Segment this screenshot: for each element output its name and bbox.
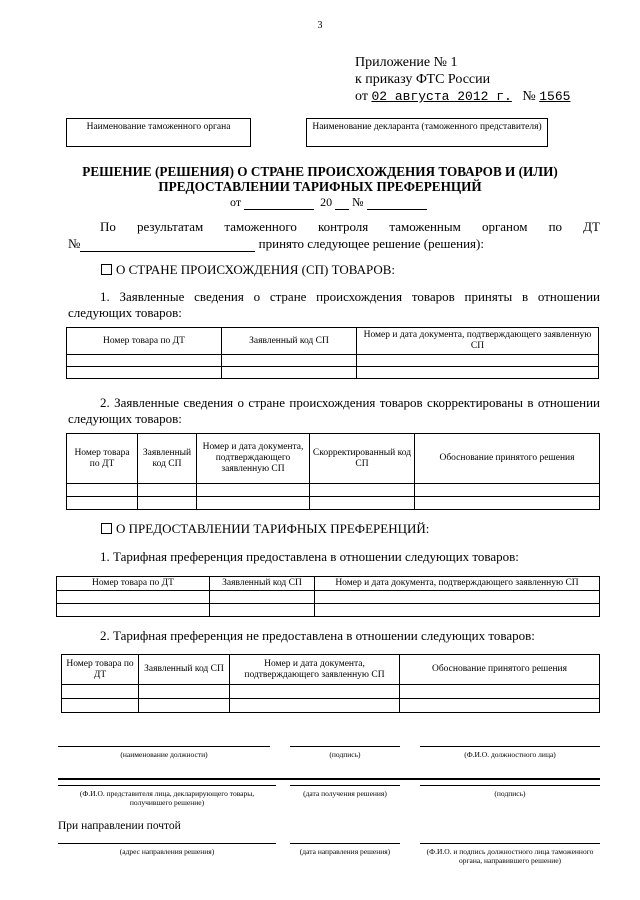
appendix-date: 02 августа 2012 г. (371, 89, 512, 104)
intro-line1: По результатам таможенного контроля таможенным органом по ДТ (100, 219, 600, 234)
table-header: Номер товара по ДТ (57, 577, 210, 591)
page-number: 3 (317, 20, 323, 31)
table-row (67, 484, 600, 497)
date-from-label: от (230, 195, 242, 209)
representative-field[interactable]: (Ф.И.О. представителя лица, декларирующего товары, получившего решение) (58, 785, 276, 807)
mail-address-field[interactable]: (адрес направления решения) (58, 843, 276, 856)
customs-authority-box: Наименование таможенного органа (66, 118, 251, 147)
mail-note: При направлении почтой (58, 820, 181, 832)
decision-date-line (230, 195, 427, 210)
pref-section-heading (101, 521, 429, 537)
table-row (67, 497, 600, 510)
origin-item1: 1. Заявленные сведения о стране происхождения товаров приняты в отношении следующих товаров: (68, 289, 600, 320)
appendix-block (355, 54, 570, 105)
table-header: Номер и дата документа, подтверждающего заявленную СП (197, 434, 310, 484)
dt-number-prefix: № (68, 236, 81, 251)
origin-checkbox[interactable] (101, 264, 112, 275)
table-header: Номер и дата документа, подтверждающего заявленную СП (357, 328, 599, 355)
table-header: Заявленный код СП (222, 328, 357, 355)
receipt-date-field[interactable]: (дата получения решения) (290, 785, 400, 798)
table-header: Номер товара по ДТ (67, 434, 138, 484)
title-line2: ПРЕДОСТАВЛЕНИИ ТАРИФНЫХ ПРЕФЕРЕНЦИЙ (158, 179, 482, 194)
table-header: Заявленный код СП (138, 434, 197, 484)
table-row (62, 699, 600, 713)
position-signature-field[interactable]: (наименование должности) (58, 746, 270, 759)
appendix-number-prefix: № (522, 89, 536, 104)
table-header: Обоснование принятого решения (400, 655, 600, 685)
table-header: Номер и дата документа, подтверждающего заявленную СП (230, 655, 400, 685)
document-title (0, 164, 640, 194)
pref-granted-table (56, 576, 600, 617)
dt-number-field[interactable] (80, 251, 255, 252)
official-name-field[interactable]: (Ф.И.О. должностного лица) (420, 746, 600, 759)
origin-section-heading (101, 262, 395, 278)
date-field[interactable] (244, 209, 314, 210)
origin-corrected-table (66, 433, 600, 510)
declarant-box: Наименование декларанта (таможенного представителя) (306, 118, 548, 147)
appendix-date-line (355, 88, 570, 105)
signature-field-1[interactable]: (подпись) (290, 746, 400, 759)
mail-date-field[interactable]: (дата направления решения) (290, 843, 400, 856)
year-field[interactable] (335, 209, 349, 210)
appendix-number: 1565 (539, 89, 571, 104)
table-row (62, 685, 600, 699)
pref-checkbox[interactable] (101, 523, 112, 534)
origin-item2: 2. Заявленные сведения о стране происхождения товаров скорректированы в отношении следующих товаров: (68, 395, 600, 426)
year-label: 20 (320, 195, 333, 209)
intro-line2-text: принято следующее решение (решения): (258, 236, 484, 251)
signature-field-2[interactable]: (подпись) (420, 785, 600, 798)
appendix-date-prefix: от (355, 89, 368, 104)
table-header: Заявленный код СП (139, 655, 230, 685)
table-header: Номер товара по ДТ (62, 655, 139, 685)
origin-heading-text: О СТРАНЕ ПРОИСХОЖДЕНИЯ (СП) ТОВАРОВ: (116, 262, 396, 277)
pref-item2: 2. Тарифная преференция не предоставлена в отношении следующих товаров: (100, 628, 535, 643)
title-line1: РЕШЕНИЕ (РЕШЕНИЯ) О СТРАНЕ ПРОИСХОЖДЕНИЯ ТОВАРОВ И (ИЛИ) (82, 164, 558, 179)
appendix-line1: Приложение № 1 (355, 55, 458, 70)
table-row (67, 367, 599, 379)
table-row (57, 591, 600, 604)
number-field[interactable] (367, 209, 427, 210)
separator-line (58, 778, 600, 780)
table-row (67, 355, 599, 367)
mail-official-field[interactable]: (Ф.И.О. и подпись должностного лица таможенного органа, направившего решение) (420, 843, 600, 865)
origin-accepted-table (66, 327, 599, 379)
intro-line2 (68, 236, 600, 252)
pref-item1: 1. Тарифная преференция предоставлена в отношении следующих товаров: (100, 549, 519, 564)
table-row (57, 604, 600, 617)
table-header: Номер и дата документа, подтверждающего заявленную СП (315, 577, 600, 591)
number-label: № (352, 195, 364, 209)
table-header: Номер товара по ДТ (67, 328, 222, 355)
appendix-line2: к приказу ФТС России (355, 72, 491, 87)
table-header: Скорректированный код СП (310, 434, 415, 484)
pref-heading-text: О ПРЕДОСТАВЛЕНИИ ТАРИФНЫХ ПРЕФЕРЕНЦИЙ: (116, 521, 430, 536)
table-header: Обоснование принятого решения (415, 434, 600, 484)
pref-denied-table (61, 654, 600, 713)
table-header: Заявленный код СП (210, 577, 315, 591)
